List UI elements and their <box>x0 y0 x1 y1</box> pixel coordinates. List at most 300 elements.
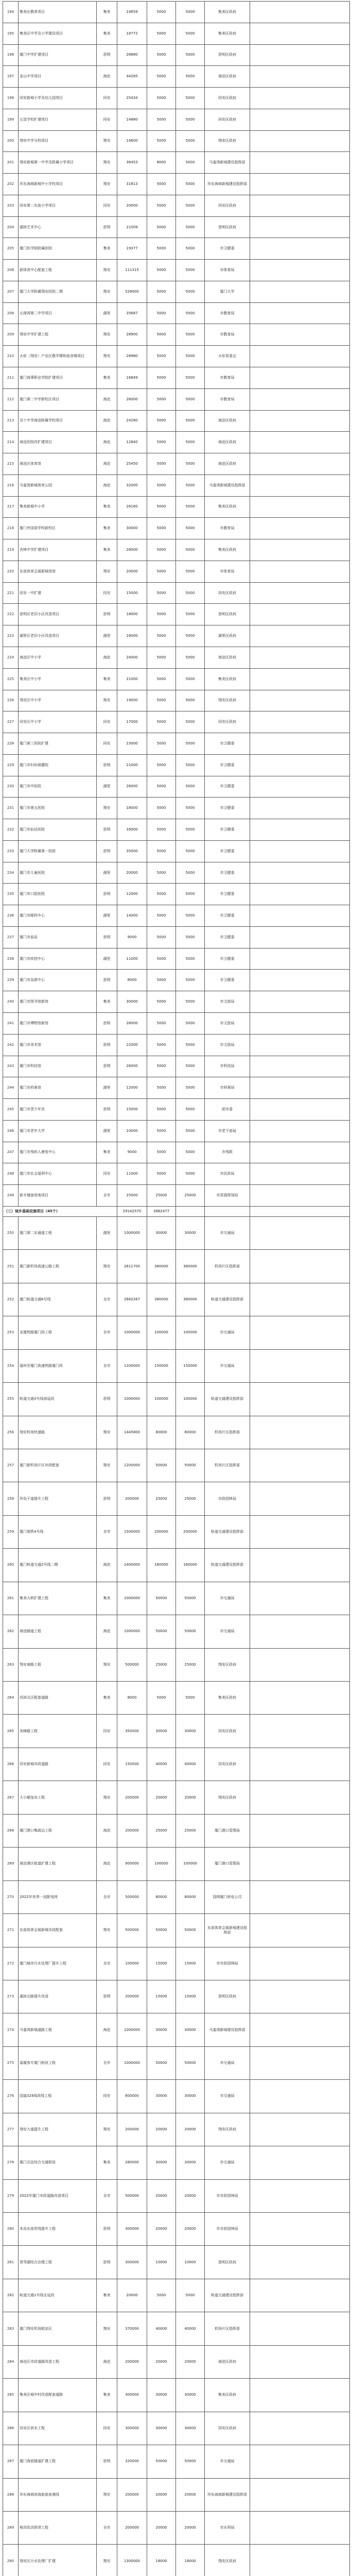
area-cell: 26000 <box>117 776 147 798</box>
area-cell: 24000 <box>117 647 147 668</box>
total-investment-cell: 25000 <box>147 1185 176 1207</box>
remarks-cell <box>250 2379 350 2412</box>
row-number-cell: 213 <box>3 410 19 432</box>
total-investment-cell: 5000 <box>147 1099 176 1121</box>
district-cell: 集美 <box>97 518 117 539</box>
remarks-cell <box>250 561 350 582</box>
owner-cell: 厦门港口管理局 <box>205 1848 250 1880</box>
area-cell: 14659 <box>117 2 147 23</box>
table-row <box>3 690 350 711</box>
planned-investment-cell: 5000 <box>176 23 205 44</box>
district-cell: 思明 <box>97 216 117 238</box>
table-row <box>3 2013 350 2046</box>
remarks-cell <box>250 1748 350 1781</box>
planned-investment-cell: 5000 <box>176 367 205 389</box>
owner-cell: 厦门大学 <box>205 281 250 302</box>
row-number-cell: 288 <box>3 2478 19 2511</box>
total-investment-cell: 5000 <box>147 1120 176 1142</box>
row-number-cell: 255 <box>3 1383 19 1416</box>
area-cell: 32000 <box>117 474 147 496</box>
area-cell: 35687 <box>117 302 147 324</box>
area-cell: 12840 <box>117 432 147 453</box>
remarks-cell <box>250 2146 350 2179</box>
table-row <box>3 884 350 905</box>
remarks-cell <box>250 733 350 755</box>
row-number-cell: 261 <box>3 1582 19 1615</box>
planned-investment-cell: 5000 <box>176 1012 205 1034</box>
project-name-cell: 厦门市妇幼保健院 <box>19 754 97 776</box>
project-name-cell: 厦门第二中学新校区项目 <box>19 388 97 410</box>
total-investment-cell: 5000 <box>147 840 176 862</box>
planned-investment-cell: 5000 <box>176 324 205 346</box>
table-row <box>3 2080 350 2113</box>
table-row <box>3 130 350 152</box>
area-cell: 1000000 <box>117 1216 147 1249</box>
planned-investment-cell: 80000 <box>176 1416 205 1449</box>
section-header-row <box>3 1206 350 1216</box>
project-name-cell: 厦门市血站 <box>19 926 97 948</box>
total-investment-cell: 5000 <box>147 453 176 475</box>
area-cell: 21000 <box>117 668 147 690</box>
area-cell: 14600 <box>117 130 147 152</box>
row-number-cell: 250 <box>3 1216 19 1249</box>
total-investment-cell: 30000 <box>147 2379 176 2412</box>
project-name-cell: 厦门市眼科中心 <box>19 905 97 927</box>
remarks-cell <box>250 1947 350 1980</box>
total-investment-cell: 50000 <box>147 1914 176 1947</box>
remarks-cell <box>250 496 350 518</box>
owner-cell: 市交通局 <box>205 2445 250 2478</box>
planned-investment-cell: 200000 <box>176 1515 205 1548</box>
remarks-cell <box>250 1980 350 2013</box>
remarks-cell <box>250 862 350 884</box>
owner-cell: 湖里区政府 <box>205 625 250 647</box>
area-cell: 2682267 <box>117 1283 147 1316</box>
row-number-cell: 262 <box>3 1615 19 1648</box>
owner-cell: 市政园林局 <box>205 1482 250 1515</box>
planned-investment-cell: 5000 <box>176 2279 205 2312</box>
total-investment-cell: 160000 <box>147 1549 176 1582</box>
remarks-cell <box>250 1449 350 1482</box>
area-cell: 9000 <box>117 926 147 948</box>
project-name-cell: 厦门轨道交通6号线 <box>19 1283 97 1316</box>
row-number-cell: 232 <box>3 819 19 841</box>
owner-cell: 市教育局 <box>205 388 250 410</box>
project-table <box>3 1 350 2576</box>
row-number-cell: 239 <box>3 970 19 991</box>
project-name-cell: 2022年世界一流配电网 <box>19 1880 97 1913</box>
table-row <box>3 733 350 755</box>
table-row <box>3 410 350 432</box>
total-investment-cell: 5000 <box>147 948 176 970</box>
project-name-cell: 同安区供水工程 <box>19 2412 97 2445</box>
remarks-cell <box>250 2478 350 2511</box>
district-cell: 思明 <box>97 1056 117 1077</box>
project-name-cell: 火炬（翔安）产业区教学楼和宿舍楼项目 <box>19 346 97 367</box>
total-investment-cell: 20000 <box>147 2213 176 2246</box>
owner-cell: 集美区政府 <box>205 2 250 23</box>
area-cell: 528000 <box>117 281 147 302</box>
owner-cell: 市卫健委 <box>205 948 250 970</box>
remarks-cell <box>250 1185 350 1207</box>
district-cell: 同安 <box>97 109 117 130</box>
row-number-cell: 266 <box>3 1748 19 1781</box>
planned-investment-cell: 5000 <box>176 862 205 884</box>
owner-cell: 思明区政府 <box>205 216 250 238</box>
owner-cell: 机场片区指挥部 <box>205 2312 250 2345</box>
project-name-cell: 五缘湾第二中学项目 <box>19 302 97 324</box>
total-investment-cell: 50000 <box>147 1582 176 1615</box>
district-cell: 思明 <box>97 884 117 905</box>
total-investment-cell: 20000 <box>147 2511 176 2544</box>
row-number-cell: 263 <box>3 1648 19 1681</box>
total-investment-cell: 5000 <box>147 281 176 302</box>
row-number-cell: 212 <box>3 388 19 410</box>
table-row <box>3 1648 350 1681</box>
remarks-cell <box>250 1283 350 1316</box>
remarks-cell <box>250 2279 350 2312</box>
district-cell: 湖里 <box>97 948 117 970</box>
section-plan-total <box>176 1206 205 1216</box>
table-row <box>3 1914 350 1947</box>
table-row <box>3 88 350 109</box>
area-cell: 28900 <box>117 324 147 346</box>
planned-investment-cell: 380000 <box>176 1283 205 1316</box>
project-name-cell: 同安新城市政道路 <box>19 1748 97 1781</box>
project-name-cell: 海沧医院改扩建项目 <box>19 432 97 453</box>
project-name-cell: 厦门市科技馆 <box>19 1056 97 1077</box>
area-cell: 1200000 <box>117 1449 147 1482</box>
planned-investment-cell: 5000 <box>176 195 205 216</box>
planned-investment-cell: 5000 <box>176 647 205 668</box>
planned-investment-cell: 5000 <box>176 410 205 432</box>
table-row <box>3 1416 350 1449</box>
project-name-cell: 厦门地铁4号线 <box>19 1515 97 1548</box>
project-name-cell: 大小嶝连岛工程 <box>19 1781 97 1814</box>
table-row <box>3 1316 350 1349</box>
district-cell: 集美 <box>97 496 117 518</box>
area-cell: 200000 <box>117 1814 147 1847</box>
total-investment-cell: 10000 <box>147 2246 176 2279</box>
table-row <box>3 1163 350 1185</box>
area-cell: 1200000 <box>117 1349 147 1382</box>
project-name-cell: 五显学校扩建项目 <box>19 109 97 130</box>
table-row <box>3 1449 350 1482</box>
owner-cell: 海沧区政府 <box>205 647 250 668</box>
table-row <box>3 2445 350 2478</box>
table-row <box>3 561 350 582</box>
project-name-cell: 马銮湾新城体育公园 <box>19 474 97 496</box>
remarks-cell <box>250 2 350 23</box>
district-cell: 翔安 <box>97 1416 117 1449</box>
planned-investment-cell: 5000 <box>176 152 205 174</box>
project-name-cell: 海沧港区航道扩建工程 <box>19 1848 97 1880</box>
district-cell: 集美 <box>97 991 117 1013</box>
table-row <box>3 1482 350 1515</box>
total-investment-cell: 5000 <box>147 776 176 798</box>
total-investment-cell: 30000 <box>147 2146 176 2179</box>
district-cell: 集美 <box>97 2279 117 2312</box>
section-investment-total: 3962477 <box>147 1206 176 1216</box>
district-cell: 海沧 <box>97 1549 117 1582</box>
row-number-cell: 267 <box>3 1781 19 1814</box>
total-investment-cell: 80000 <box>147 1880 176 1913</box>
area-cell: 8000 <box>117 970 147 991</box>
table-row <box>3 819 350 841</box>
owner-cell: 翔安区政府 <box>205 1648 250 1681</box>
district-cell: 湖里 <box>97 1077 117 1099</box>
area-cell: 1000000 <box>117 2046 147 2079</box>
table-row <box>3 1515 350 1548</box>
row-number-cell: 278 <box>3 2146 19 2179</box>
total-investment-cell: 50000 <box>147 1449 176 1482</box>
owner-cell: 思明区政府 <box>205 1980 250 2013</box>
project-name-cell: 集美区中学及小学建设项目 <box>19 23 97 44</box>
table-row <box>3 2312 350 2345</box>
planned-investment-cell: 5000 <box>176 970 205 991</box>
owner-cell: 市市政园林局 <box>205 1947 250 1980</box>
row-number-cell: 289 <box>3 2511 19 2544</box>
district-cell: 思明 <box>97 1099 117 1121</box>
owner-cell: 机场片区指挥部 <box>205 1416 250 1449</box>
district-cell: 海沧 <box>97 66 117 88</box>
owner-cell: 同安区政府 <box>205 109 250 130</box>
owner-cell: 轨道交通建设指挥部 <box>205 2279 250 2312</box>
owner-cell: 市教育局 <box>205 367 250 389</box>
owner-cell: 马銮湾新城建设指挥部 <box>205 474 250 496</box>
district-cell: 全市 <box>97 1349 117 1382</box>
planned-investment-cell: 5000 <box>176 754 205 776</box>
table-row <box>3 2279 350 2312</box>
planned-investment-cell: 18000 <box>176 2545 205 2576</box>
total-investment-cell: 100000 <box>147 1383 176 1416</box>
remarks-cell <box>250 668 350 690</box>
remarks-cell <box>250 1012 350 1034</box>
row-number-cell: 230 <box>3 776 19 798</box>
owner-cell: 市档案局 <box>205 1077 250 1099</box>
row-number-cell: 217 <box>3 496 19 518</box>
owner-cell: 市教育局 <box>205 302 250 324</box>
project-name-cell: 厦门第二东通道工程 <box>19 1216 97 1249</box>
area-cell: 12000 <box>117 884 147 905</box>
project-name-cell: 龙厦铁路厦门段工程 <box>19 1316 97 1349</box>
area-cell: 30000 <box>117 991 147 1013</box>
remarks-cell <box>250 1615 350 1648</box>
area-cell: 10000 <box>117 1120 147 1142</box>
planned-investment-cell: 15000 <box>176 1980 205 2013</box>
owner-cell: 火炬管委会 <box>205 346 250 367</box>
table-row <box>3 388 350 410</box>
remarks-cell <box>250 2080 350 2113</box>
total-investment-cell: 5000 <box>147 66 176 88</box>
planned-investment-cell: 20000 <box>176 1781 205 1814</box>
remarks-cell <box>250 474 350 496</box>
district-cell: 翔安 <box>97 130 117 152</box>
total-investment-cell: 50000 <box>147 2046 176 2079</box>
remarks-cell <box>250 346 350 367</box>
table-row <box>3 1250 350 1283</box>
district-cell: 翔安 <box>97 324 117 346</box>
remarks-cell <box>250 1682 350 1715</box>
project-name-cell: 厦门市图书馆新馆 <box>19 991 97 1013</box>
row-number-cell: 209 <box>3 324 19 346</box>
total-investment-cell: 5000 <box>147 798 176 819</box>
owner-cell: 同安区政府 <box>205 1715 250 1748</box>
planned-investment-cell: 5000 <box>176 604 205 625</box>
row-number-cell: 207 <box>3 281 19 302</box>
district-cell: 海沧 <box>97 1848 117 1880</box>
project-name-cell: 翔安中学扩建工程 <box>19 324 97 346</box>
planned-investment-cell: 80000 <box>176 1880 205 1913</box>
planned-investment-cell: 50000 <box>176 1914 205 1947</box>
table-row <box>3 776 350 798</box>
area-cell: 8000 <box>117 1682 147 1715</box>
table-row <box>3 1814 350 1847</box>
area-cell: 200000 <box>117 2345 147 2378</box>
owner-cell: 市交通局 <box>205 1615 250 1648</box>
project-name-cell: 环岛干道提升工程 <box>19 1482 97 1515</box>
row-number-cell: 286 <box>3 2412 19 2445</box>
area-cell: 500000 <box>117 1648 147 1681</box>
table-row <box>3 1781 350 1814</box>
area-cell: 15000 <box>117 1099 147 1121</box>
owner-cell: 集美区政府 <box>205 23 250 44</box>
remarks-cell <box>250 647 350 668</box>
row-number-cell: 218 <box>3 518 19 539</box>
owner-cell: 海沧区政府 <box>205 66 250 88</box>
remarks-cell <box>250 1034 350 1056</box>
project-name-cell: 翔安大道提升工程 <box>19 2113 97 2146</box>
total-investment-cell: 5000 <box>147 367 176 389</box>
total-investment-cell: 5000 <box>147 754 176 776</box>
table-row <box>3 367 350 389</box>
total-investment-cell: 5000 <box>147 260 176 281</box>
district-cell: 翔安 <box>97 260 117 281</box>
planned-investment-cell: 5000 <box>176 1120 205 1142</box>
row-number-cell: 277 <box>3 2113 19 2146</box>
area-cell: 1000000 <box>117 2013 147 2046</box>
planned-investment-cell: 20000 <box>176 2113 205 2146</box>
area-cell: 20000 <box>117 862 147 884</box>
remarks-cell <box>250 819 350 841</box>
area-cell: 28980 <box>117 346 147 367</box>
district-cell: 集美 <box>97 1682 117 1715</box>
table-row <box>3 1012 350 1034</box>
planned-investment-cell: 5000 <box>176 260 205 281</box>
remarks-cell <box>250 991 350 1013</box>
project-name-cell: 福州至厦门高速铁路厦门段 <box>19 1349 97 1382</box>
remarks-cell <box>250 604 350 625</box>
project-name-cell: 厦门市档案馆 <box>19 1077 97 1099</box>
total-investment-cell: 40000 <box>147 1748 176 1781</box>
total-investment-cell: 5000 <box>147 1142 176 1163</box>
area-cell: 1500000 <box>117 1515 147 1548</box>
table-row <box>3 1383 350 1416</box>
project-name-cell: 厦门海底隧道扩建工程 <box>19 2445 97 2478</box>
row-number-cell: 275 <box>3 2046 19 2079</box>
total-investment-cell: 5000 <box>147 647 176 668</box>
project-name-cell: 厦门轨道交通2号线二期 <box>19 1549 97 1582</box>
table-row <box>3 1056 350 1077</box>
row-number-cell: 199 <box>3 109 19 130</box>
row-number-cell: 222 <box>3 604 19 625</box>
planned-investment-cell: 5000 <box>176 690 205 711</box>
planned-investment-cell: 5000 <box>176 798 205 819</box>
area-cell: 15000 <box>117 582 147 604</box>
table-row <box>3 66 350 88</box>
area-cell: 300000 <box>117 2246 147 2279</box>
owner-cell: 国网厦门供电公司 <box>205 1880 250 1913</box>
project-name-cell: 集美区教育项目 <box>19 2 97 23</box>
project-name-cell: 翔安机场快速路 <box>19 1416 97 1449</box>
remarks-cell <box>250 798 350 819</box>
total-investment-cell: 5000 <box>147 733 176 755</box>
table-row <box>3 1549 350 1582</box>
area-cell: 44285 <box>117 66 147 88</box>
total-investment-cell: 18000 <box>147 2545 176 2576</box>
table-row <box>3 2379 350 2412</box>
table-row <box>3 2213 350 2246</box>
owner-cell: 市卫健委 <box>205 238 250 260</box>
owner-cell: 环东海域新城建设指挥部 <box>205 2478 250 2511</box>
area-cell: 25000 <box>117 1185 147 1207</box>
owner-cell: 市交通局 <box>205 1349 250 1382</box>
total-investment-cell: 25000 <box>147 1482 176 1515</box>
planned-investment-cell: 100000 <box>176 1316 205 1349</box>
table-row <box>3 23 350 44</box>
district-cell: 全市 <box>97 1185 117 1207</box>
remarks-cell <box>250 432 350 453</box>
remarks-cell <box>250 1056 350 1077</box>
owner-cell: 市交通局 <box>205 1216 250 1249</box>
area-cell: 11000 <box>117 1163 147 1185</box>
row-number-cell: 236 <box>3 905 19 927</box>
area-cell: 26160 <box>117 496 147 518</box>
remarks-cell <box>250 324 350 346</box>
planned-investment-cell: 5000 <box>176 174 205 195</box>
area-cell: 600000 <box>117 2080 147 2113</box>
project-name-cell: 厦门北站综合交通枢纽 <box>19 2146 97 2179</box>
total-investment-cell: 5000 <box>147 518 176 539</box>
row-number-cell: 198 <box>3 88 19 109</box>
district-cell: 海沧 <box>97 410 117 432</box>
project-name-cell: 厦门外国语学校新校区 <box>19 518 97 539</box>
area-cell: 200000 <box>117 1482 147 1515</box>
total-investment-cell: 5000 <box>147 238 176 260</box>
project-name-cell: 厦门市急救中心 <box>19 970 97 991</box>
owner-cell: 市民政局 <box>205 1163 250 1185</box>
remarks-cell <box>250 367 350 389</box>
project-name-cell: 金山中学项目 <box>19 66 97 88</box>
district-cell: 湖里 <box>97 302 117 324</box>
district-cell: 海沧 <box>97 432 117 453</box>
owner-cell: 市教育局 <box>205 518 250 539</box>
district-cell: 海沧 <box>97 647 117 668</box>
area-cell: 18772 <box>117 23 147 44</box>
row-number-cell: 211 <box>3 367 19 389</box>
remarks-cell <box>250 260 350 281</box>
row-number-cell: 196 <box>3 44 19 66</box>
planned-investment-cell: 5000 <box>176 130 205 152</box>
row-number-cell: 210 <box>3 346 19 367</box>
district-cell: 思明 <box>97 1980 117 2013</box>
row-number-cell: 253 <box>3 1316 19 1349</box>
project-name-cell: 厦门市美术馆 <box>19 1034 97 1056</box>
project-name-cell: 厦门翔安机场航站区 <box>19 2312 97 2345</box>
area-cell: 1000000 <box>117 1316 147 1349</box>
district-cell: 翔安 <box>97 690 117 711</box>
area-cell: 150000 <box>117 1748 147 1781</box>
